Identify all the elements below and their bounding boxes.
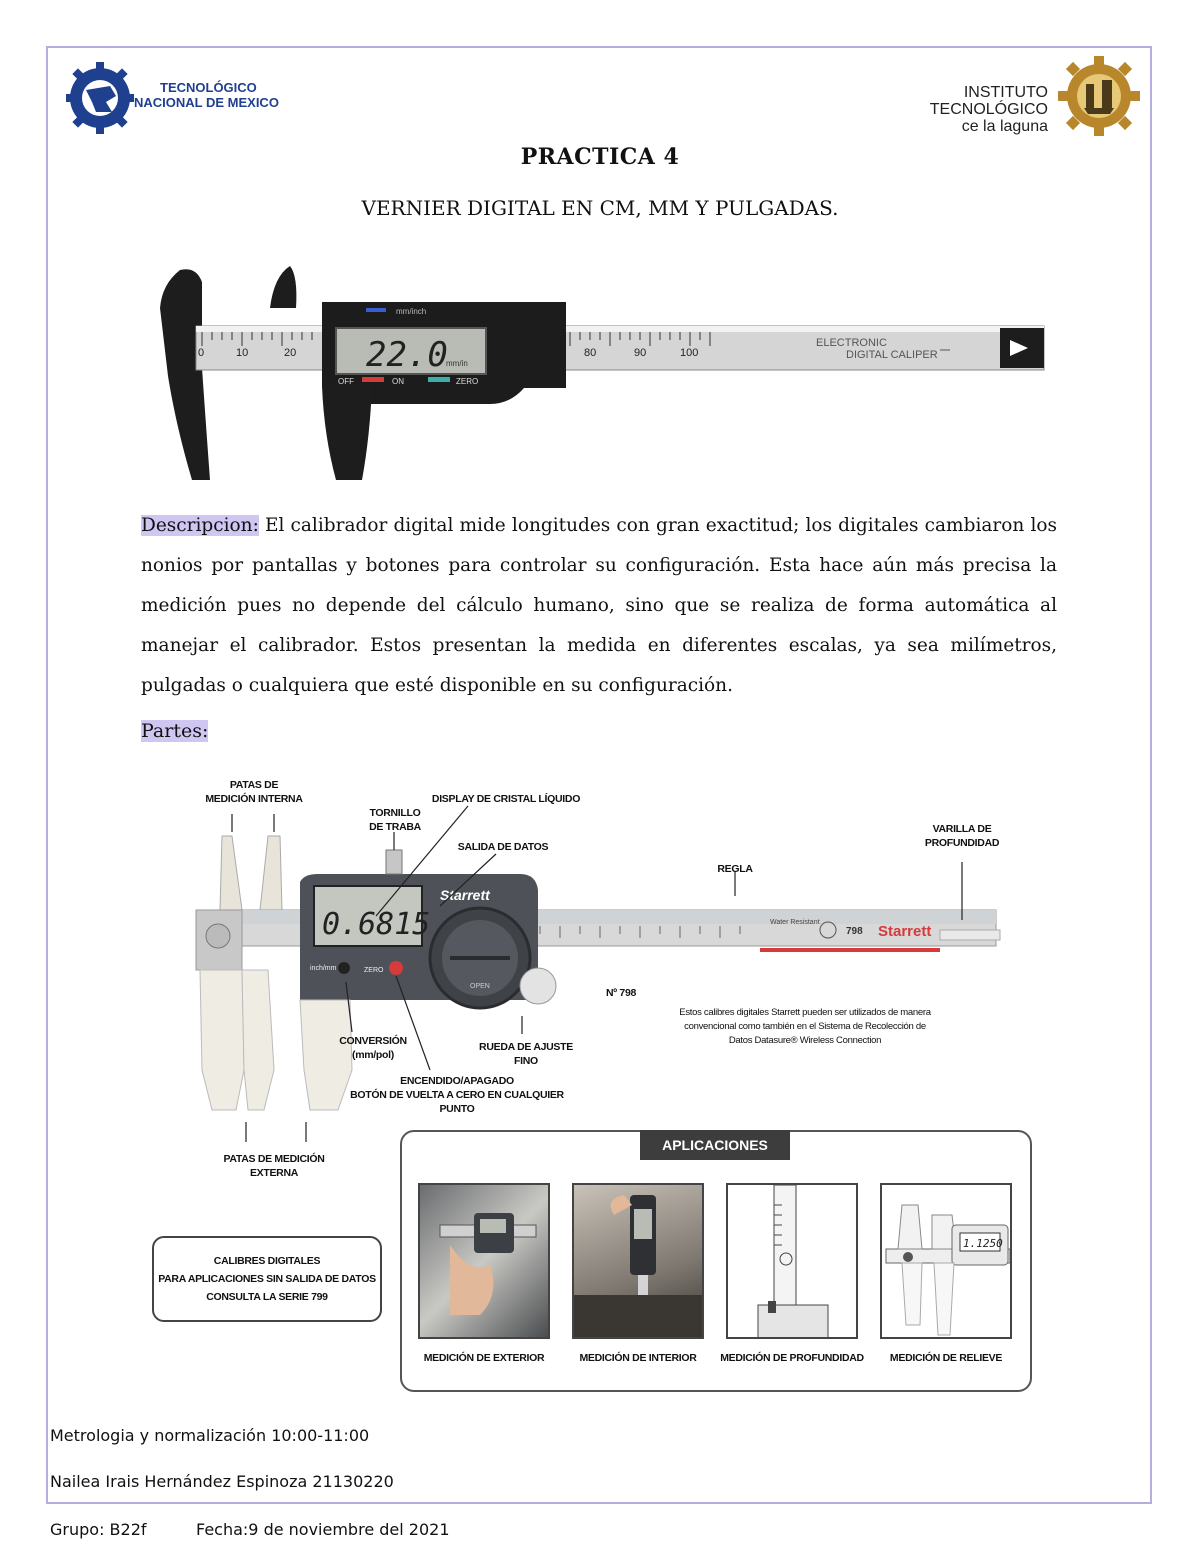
app-card-interior (572, 1183, 704, 1339)
lcd-unit: mm/in (446, 359, 468, 368)
scale-tick-label: 100 (680, 347, 699, 359)
app-card-profundidad (726, 1183, 858, 1339)
relieve-diagram (882, 1185, 1012, 1339)
label-modelo: Nº 798 (605, 987, 637, 999)
zero-label: ZERO (364, 967, 384, 974)
description-label: Descripcion: (141, 515, 259, 536)
tnm-line-2: NACIONAL DE MEXICO (134, 95, 279, 110)
page-subtitle: VERNIER DIGITAL EN CM, MM Y PULGADAS. (361, 196, 839, 220)
tnm-line-1: TECNOLÓGICO (160, 80, 257, 95)
footer-group: Grupo: B22f (50, 1520, 147, 1539)
interior-photo (574, 1185, 704, 1339)
itl-line-1: INSTITUTO TECNOLÓGICO (929, 84, 1048, 118)
app-caption-profundidad: MEDICIÓN DE PROFUNDIDAD (720, 1352, 864, 1364)
photo-top-label: mm/inch (396, 307, 427, 316)
scale-tick-label: 0 (198, 347, 205, 359)
tnm-logo-text (134, 80, 279, 110)
label-tornillo: TORNILLO DE TRABA (369, 807, 421, 833)
app-caption-relieve: MEDICIÓN DE RELIEVE (889, 1352, 1003, 1364)
relieve-lcd: 1.1250 (963, 1237, 1003, 1250)
footer-date: Fecha:9 de noviembre del 2021 (196, 1520, 450, 1539)
label-varilla: VARILLA DE PROFUNDIDAD (924, 823, 1000, 849)
scale-tick-label: 90 (634, 347, 647, 359)
partes-heading (141, 720, 208, 742)
itl-line-2: ce la laguna (961, 118, 1048, 135)
label-patas-externa: PATAS DE MEDICIÓN EXTERNA (223, 1153, 325, 1179)
diagram-lcd: 0.6815 (322, 907, 431, 942)
model-number: 798 (846, 926, 863, 937)
itl-logo-text (852, 84, 1048, 135)
starrett-brand-beam: Starrett (878, 923, 932, 940)
water-resistant-label: Water Resistant (770, 919, 820, 926)
footer-student: Nailea Irais Hernández Espinoza 21130220 (50, 1472, 394, 1491)
exterior-photo (420, 1185, 550, 1339)
brand-line-1: ELECTRONIC (816, 337, 887, 349)
brand-line-2: DIGITAL CALIPER (846, 349, 938, 361)
page-title: PRACTICA 4 (520, 144, 680, 170)
app-card-relieve (880, 1183, 1012, 1339)
on-label: ON (392, 377, 404, 386)
scale-tick-label: 10 (236, 347, 249, 359)
scale-tick-label: 80 (584, 347, 597, 359)
label-display: DISPLAY DE CRISTAL LÍQUIDO (431, 793, 581, 805)
label-conversion: CONVERSIÓN (mm/pol) (339, 1035, 407, 1061)
starrett-brand-slider: Starrett (440, 887, 490, 903)
profundidad-diagram (728, 1185, 858, 1339)
scale-tick-label: 20 (284, 347, 297, 359)
label-salida: SALIDA DE DATOS (457, 841, 549, 853)
label-patas-interna: PATAS DE MEDICIÓN INTERNA (205, 779, 303, 805)
serie-799-text: CALIBRES DIGITALES PARA APLICACIONES SIN SALIDA DE DATOS CONSULTA LA SERIE 799 (158, 1255, 376, 1303)
app-caption-interior: MEDICIÓN DE INTERIOR (579, 1352, 697, 1364)
on-off-button (362, 377, 384, 382)
footer-course: Metrologia y normalización 10:00-11:00 (50, 1426, 370, 1445)
partes-label: Partes: (141, 720, 209, 742)
inch-mm-label: inch/mm (310, 965, 337, 972)
serie-799-note (152, 1236, 382, 1322)
label-encendido: ENCENDIDO/APAGADO BOTÓN DE VUELTA A CERO EN CUALQUIER PUNTO (350, 1075, 564, 1115)
label-regla: REGLA (717, 863, 753, 875)
app-card-exterior (418, 1183, 550, 1339)
open-label: OPEN (470, 983, 490, 990)
description-paragraph (141, 506, 1057, 706)
lcd-reading: 22.0 (366, 335, 448, 375)
description-text: El calibrador digital mide longitudes con gran exactitud; los digitales cambiaron los nonios por pantallas y botones para controlar su configuración. Esta hace aún más precisa la medición pues no depende del cálculo humano, sino que se realiza de forma automática al manejar el calibrador. Estos presentan la medida en diferentes escalas, ya sea milímetros, pulgadas o cualquiera que esté disponible en su configuración. (141, 515, 1057, 696)
app-caption-exterior: MEDICIÓN DE EXTERIOR (423, 1352, 545, 1364)
label-nota-starrett: Estos calibres digitales Starrett pueden ser utilizados de manera convencional como también en el Sistema de Recolección de Datos Datasure® Wireless Connection (679, 1007, 931, 1046)
digital-caliper-photo (140, 256, 1060, 486)
zero-label: ZERO (456, 377, 479, 386)
off-label: OFF (338, 377, 354, 386)
label-rueda: RUEDA DE AJUSTE FINO (479, 1041, 573, 1067)
itl-gear-logo (1056, 54, 1142, 138)
zero-button (428, 377, 450, 382)
aplicaciones-title: APLICACIONES (640, 1130, 790, 1160)
